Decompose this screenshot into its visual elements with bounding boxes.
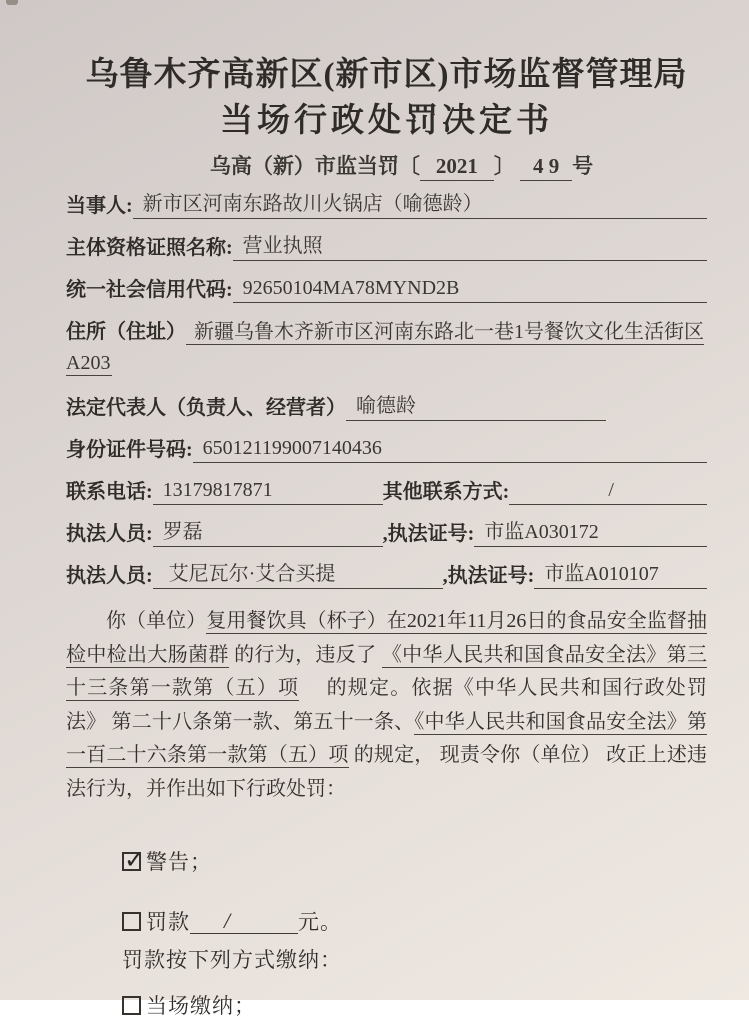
other-contact-label: 其他联系方式: <box>382 481 510 503</box>
agency-title: 乌鲁木齐高新区(新市区)市场监督管理局 <box>85 57 688 93</box>
address-label: 住所（住址） <box>66 321 186 343</box>
doc-number-year: 2021 <box>420 154 494 181</box>
field-row-phone <box>66 477 707 505</box>
officer2-name: 艾尼瓦尔·艾合买提 <box>153 561 443 589</box>
document-title: 当场行政处罚决定书 <box>220 103 553 139</box>
officer1-cert-number: 市监A030172 <box>474 519 707 547</box>
phone-value: 13179817871 <box>153 477 383 505</box>
penalty-warning-row <box>122 846 707 876</box>
officer2-label: 执法人员: <box>66 565 153 587</box>
check-mark-icon: ✓ <box>124 844 145 874</box>
other-contact-value: / <box>509 477 707 505</box>
field-row-officer2 <box>66 561 707 589</box>
onsite-checkbox-unchecked-icon <box>122 996 141 1015</box>
body-text-4: 的规定， 现责令你（单位） 改正上述违法行为，并作出如下行政处罚： <box>66 744 708 800</box>
payment-method-note-text: 罚款按下列方式缴纳： <box>122 948 342 972</box>
officer1-cert-label: ,执法证号: <box>382 523 475 545</box>
officer1-name: 罗磊 <box>153 519 383 547</box>
fine-label: 罚款 <box>146 910 190 934</box>
penalty-onsite-payment-row <box>122 990 707 1020</box>
field-row-credit-code <box>66 275 707 303</box>
fine-checkbox-unchecked-icon <box>122 912 141 931</box>
field-row-license <box>66 233 707 261</box>
violation-facts-underlined: 复用餐饮具（杯子）在2021年11月26日的食品安全监督抽检中检出大肠菌群 <box>66 610 707 666</box>
document-number-line <box>96 150 707 181</box>
license-value: 营业执照 <box>233 233 707 261</box>
officer2-cert-number: 市监A010107 <box>534 561 707 589</box>
field-row-officer1 <box>66 519 707 547</box>
photo-corner-smudge <box>6 0 18 5</box>
id-number-value: 650121199007140436 <box>193 435 707 463</box>
party-value: 新市区河南东路故川火锅店（喻德龄） <box>133 191 707 219</box>
representative-label: 法定代表人（负责人、经营者） <box>66 397 346 419</box>
doc-number-suffix: 号 <box>572 154 594 178</box>
fine-amount-blank: / <box>190 909 298 934</box>
phone-label: 联系电话: <box>66 481 153 503</box>
fine-unit-label: 元。 <box>298 910 342 934</box>
body-text-1: 你（单位） <box>106 610 207 632</box>
payment-method-note <box>122 944 707 974</box>
representative-value: 喻德龄 <box>346 393 606 421</box>
body-text-3: 的规定。依据《中华人民共和国行政处罚法》 第二十八条第一款、第五十一条、 <box>66 677 708 733</box>
id-number-label: 身份证件号码: <box>66 439 193 461</box>
address-value: 新疆乌鲁木齐新市区河南东路北一巷1号餐饮文化生活街区A203 <box>66 321 704 374</box>
field-row-party <box>66 191 707 219</box>
body-text-2: 的行为，违反了 <box>228 643 382 666</box>
penalty-basis-underlined: 《中华人民共和国食品安全法》第一百二十六条第一款第（五）项 <box>66 710 707 766</box>
field-row-representative <box>66 393 707 421</box>
credit-code-value: 92650104MA78MYND2B <box>233 275 707 303</box>
violated-law-underlined: 《中华人民共和国食品安全法》第三十三条第一款第（五）项 <box>66 643 707 699</box>
officer2-cert-label: ,执法证号: <box>442 565 535 587</box>
doc-number-serial: 4 9 <box>520 154 572 181</box>
field-row-id-number <box>66 435 707 463</box>
doc-number-close-bracket: 〕 <box>493 154 515 178</box>
onsite-payment-label: 当场缴纳； <box>146 994 256 1018</box>
license-label: 主体资格证照名称: <box>66 237 233 259</box>
doc-number-prefix: 乌高（新）市监当罚〔 <box>209 154 420 178</box>
credit-code-label: 统一社会信用代码: <box>66 279 233 301</box>
party-label: 当事人: <box>66 195 133 217</box>
warning-checkbox-checked-icon <box>122 844 145 874</box>
officer1-label: 执法人员: <box>66 523 153 545</box>
penalty-fine-row <box>122 906 707 936</box>
violation-paragraph <box>66 605 707 806</box>
field-row-address <box>66 317 707 379</box>
warning-label: 警告； <box>146 850 212 874</box>
